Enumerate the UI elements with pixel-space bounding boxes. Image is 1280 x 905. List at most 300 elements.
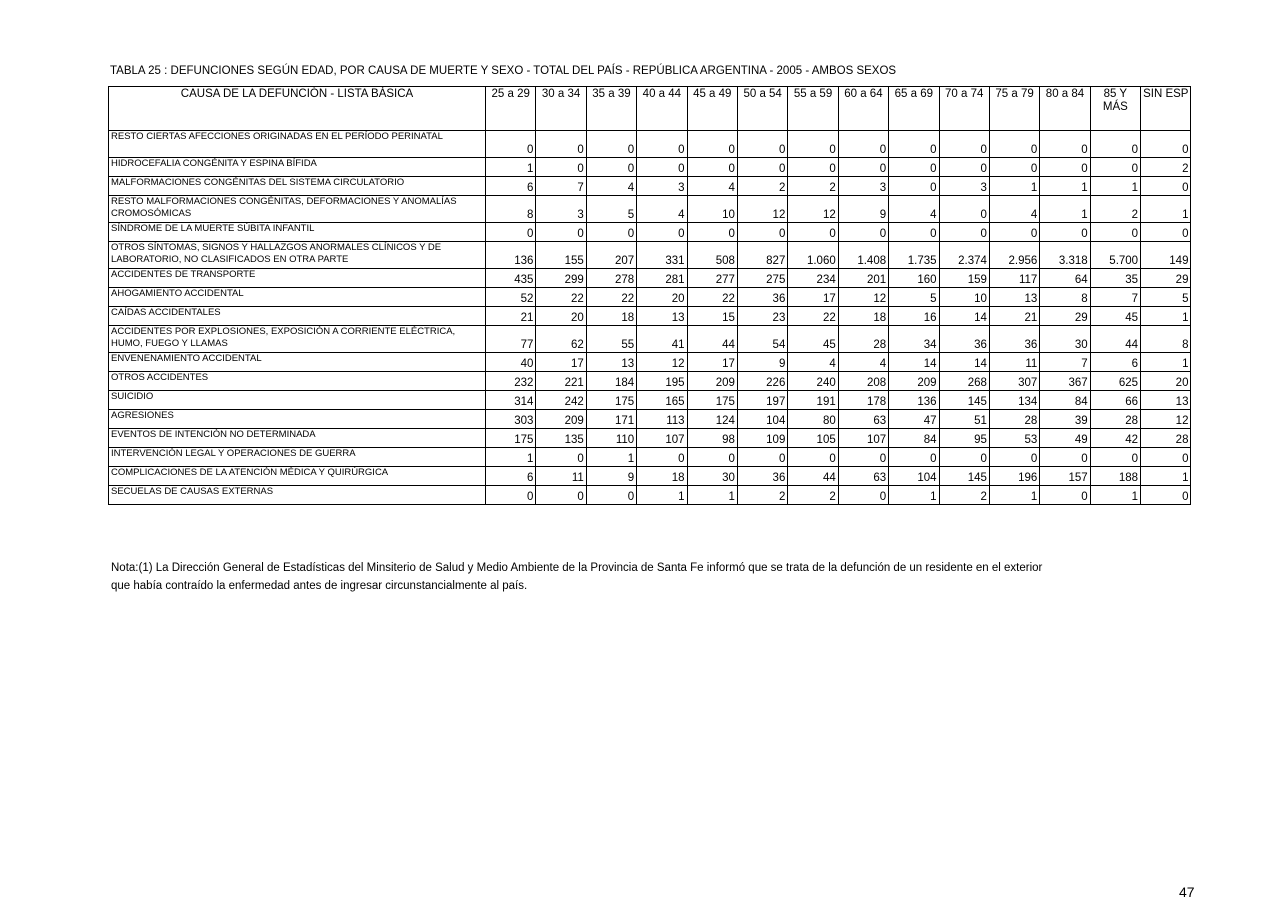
value-cell: 0 — [1090, 131, 1140, 158]
cause-cell: RESTO MALFORMACIONES CONGÉNITAS, DEFORMACIONES Y ANOMALÍAS CROMOSÓMICAS — [109, 196, 486, 223]
value-cell: 0 — [1040, 448, 1090, 467]
value-cell: 22 — [687, 288, 737, 307]
value-cell: 281 — [637, 269, 687, 288]
table-row — [109, 131, 1191, 158]
value-cell: 157 — [1040, 467, 1090, 486]
value-cell: 0 — [1141, 131, 1191, 158]
value-cell: 3 — [939, 177, 989, 196]
value-cell: 9 — [737, 353, 787, 372]
value-cell: 20 — [637, 288, 687, 307]
value-cell: 18 — [838, 307, 888, 326]
table-row — [109, 177, 1191, 196]
value-cell: 0 — [586, 158, 636, 177]
column-header: SIN ESP — [1141, 87, 1191, 131]
value-cell: 0 — [586, 223, 636, 242]
value-cell: 0 — [838, 131, 888, 158]
value-cell: 110 — [586, 429, 636, 448]
deaths-table — [108, 86, 1191, 505]
value-cell: 195 — [637, 372, 687, 391]
value-cell: 30 — [687, 467, 737, 486]
value-cell: 14 — [889, 353, 939, 372]
value-cell: 232 — [486, 372, 536, 391]
value-cell: 625 — [1090, 372, 1140, 391]
value-cell: 0 — [737, 448, 787, 467]
value-cell: 22 — [536, 288, 586, 307]
value-cell: 0 — [1090, 223, 1140, 242]
value-cell: 242 — [536, 391, 586, 410]
value-cell: 8 — [1040, 288, 1090, 307]
table-row — [109, 372, 1191, 391]
value-cell: 28 — [1090, 410, 1140, 429]
value-cell: 64 — [1040, 269, 1090, 288]
value-cell: 0 — [536, 223, 586, 242]
value-cell: 14 — [939, 353, 989, 372]
table-row — [109, 410, 1191, 429]
value-cell: 0 — [687, 223, 737, 242]
value-cell: 36 — [737, 288, 787, 307]
value-cell: 12 — [637, 353, 687, 372]
value-cell: 331 — [637, 242, 687, 269]
cause-cell: OTROS SÍNTOMAS, SIGNOS Y HALLAZGOS ANORMALES CLÍNICOS Y DE LABORATORIO, NO CLASIFICADOS EN OTRA PARTE — [109, 242, 486, 269]
cause-cell: INTERVENCIÓN LEGAL Y OPERACIONES DE GUERRA — [109, 448, 486, 467]
table-row — [109, 391, 1191, 410]
value-cell: 54 — [737, 326, 787, 353]
column-header: 50 a 54 — [737, 87, 787, 131]
value-cell: 16 — [889, 307, 939, 326]
value-cell: 7 — [536, 177, 586, 196]
value-cell: 1 — [989, 486, 1039, 505]
value-cell: 2 — [788, 177, 838, 196]
value-cell: 12 — [737, 196, 787, 223]
value-cell: 0 — [989, 158, 1039, 177]
value-cell: 105 — [788, 429, 838, 448]
cause-cell: ENVENENAMIENTO ACCIDENTAL — [109, 353, 486, 372]
value-cell: 268 — [939, 372, 989, 391]
value-cell: 1 — [1090, 177, 1140, 196]
value-cell: 44 — [788, 467, 838, 486]
value-cell: 0 — [989, 448, 1039, 467]
value-cell: 209 — [536, 410, 586, 429]
value-cell: 6 — [1090, 353, 1140, 372]
value-cell: 0 — [637, 223, 687, 242]
value-cell: 4 — [586, 177, 636, 196]
value-cell: 1 — [1090, 486, 1140, 505]
table-row — [109, 448, 1191, 467]
value-cell: 22 — [586, 288, 636, 307]
value-cell: 275 — [737, 269, 787, 288]
column-header: 65 a 69 — [889, 87, 939, 131]
page-number: 47 — [1179, 884, 1195, 900]
value-cell: 10 — [687, 196, 737, 223]
value-cell: 0 — [1141, 486, 1191, 505]
value-cell: 4 — [687, 177, 737, 196]
value-cell: 136 — [889, 391, 939, 410]
footnote-line-1: Nota:(1) La Dirección General de Estadísticas del Minsiterio de Salud y Medio Ambiente de la Provincia de Santa Fe informó que se trata de la defunción de un residente en el exterior — [111, 562, 1043, 574]
column-header: 25 a 29 — [486, 87, 536, 131]
value-cell: 1 — [1040, 196, 1090, 223]
value-cell: 0 — [1040, 158, 1090, 177]
value-cell: 1 — [687, 486, 737, 505]
value-cell: 21 — [989, 307, 1039, 326]
value-cell: 0 — [536, 486, 586, 505]
column-header: 55 a 59 — [788, 87, 838, 131]
value-cell: 1 — [1040, 177, 1090, 196]
value-cell: 7 — [1040, 353, 1090, 372]
value-cell: 184 — [586, 372, 636, 391]
value-cell: 0 — [939, 223, 989, 242]
value-cell: 208 — [838, 372, 888, 391]
value-cell: 1 — [1141, 307, 1191, 326]
value-cell: 2 — [737, 486, 787, 505]
value-cell: 196 — [989, 467, 1039, 486]
value-cell: 1 — [486, 448, 536, 467]
value-cell: 104 — [737, 410, 787, 429]
value-cell: 41 — [637, 326, 687, 353]
value-cell: 367 — [1040, 372, 1090, 391]
value-cell: 0 — [586, 486, 636, 505]
value-cell: 55 — [586, 326, 636, 353]
value-cell: 18 — [586, 307, 636, 326]
value-cell: 23 — [737, 307, 787, 326]
value-cell: 278 — [586, 269, 636, 288]
value-cell: 1 — [486, 158, 536, 177]
cause-column-header: CAUSA DE LA DEFUNCIÓN - LISTA BÁSICA — [109, 87, 486, 131]
value-cell: 226 — [737, 372, 787, 391]
value-cell: 3.318 — [1040, 242, 1090, 269]
value-cell: 36 — [939, 326, 989, 353]
column-header: 45 a 49 — [687, 87, 737, 131]
value-cell: 11 — [989, 353, 1039, 372]
value-cell: 165 — [637, 391, 687, 410]
value-cell: 201 — [838, 269, 888, 288]
value-cell: 14 — [939, 307, 989, 326]
table-row — [109, 429, 1191, 448]
value-cell: 0 — [838, 448, 888, 467]
value-cell: 0 — [1040, 131, 1090, 158]
value-cell: 2 — [1141, 158, 1191, 177]
value-cell: 0 — [1141, 223, 1191, 242]
value-cell: 20 — [536, 307, 586, 326]
value-cell: 0 — [889, 158, 939, 177]
value-cell: 0 — [838, 223, 888, 242]
value-cell: 0 — [788, 158, 838, 177]
value-cell: 2 — [737, 177, 787, 196]
column-header: 60 a 64 — [838, 87, 888, 131]
value-cell: 1 — [586, 448, 636, 467]
value-cell: 5.700 — [1090, 242, 1140, 269]
cause-cell: ACCIDENTES POR EXPLOSIONES, EXPOSICIÓN A CORRIENTE ELÉCTRICA, HUMO, FUEGO Y LLAMAS — [109, 326, 486, 353]
value-cell: 191 — [788, 391, 838, 410]
value-cell: 299 — [536, 269, 586, 288]
value-cell: 124 — [687, 410, 737, 429]
value-cell: 35 — [1090, 269, 1140, 288]
value-cell: 17 — [687, 353, 737, 372]
value-cell: 113 — [637, 410, 687, 429]
value-cell: 29 — [1040, 307, 1090, 326]
value-cell: 4 — [637, 196, 687, 223]
table-row — [109, 467, 1191, 486]
value-cell: 13 — [637, 307, 687, 326]
value-cell: 171 — [586, 410, 636, 429]
value-cell: 0 — [1090, 158, 1140, 177]
value-cell: 0 — [687, 448, 737, 467]
value-cell: 2 — [939, 486, 989, 505]
value-cell: 36 — [737, 467, 787, 486]
value-cell: 52 — [486, 288, 536, 307]
value-cell: 10 — [939, 288, 989, 307]
value-cell: 6 — [486, 467, 536, 486]
value-cell: 303 — [486, 410, 536, 429]
value-cell: 0 — [889, 177, 939, 196]
value-cell: 17 — [788, 288, 838, 307]
value-cell: 12 — [788, 196, 838, 223]
cause-cell: EVENTOS DE INTENCIÓN NO DETERMINADA — [109, 429, 486, 448]
value-cell: 0 — [486, 486, 536, 505]
value-cell: 45 — [1090, 307, 1140, 326]
value-cell: 42 — [1090, 429, 1140, 448]
cause-cell: RESTO CIERTAS AFECCIONES ORIGINADAS EN EL PERÍODO PERINATAL — [109, 131, 486, 158]
value-cell: 0 — [939, 158, 989, 177]
value-cell: 104 — [889, 467, 939, 486]
value-cell: 307 — [989, 372, 1039, 391]
value-cell: 2.374 — [939, 242, 989, 269]
value-cell: 9 — [838, 196, 888, 223]
value-cell: 1 — [1141, 467, 1191, 486]
value-cell: 47 — [889, 410, 939, 429]
column-header: 75 a 79 — [989, 87, 1039, 131]
value-cell: 0 — [687, 158, 737, 177]
value-cell: 2 — [788, 486, 838, 505]
value-cell: 7 — [1090, 288, 1140, 307]
value-cell: 5 — [1141, 288, 1191, 307]
value-cell: 12 — [1141, 410, 1191, 429]
value-cell: 207 — [586, 242, 636, 269]
column-header: 35 a 39 — [586, 87, 636, 131]
value-cell: 4 — [989, 196, 1039, 223]
value-cell: 149 — [1141, 242, 1191, 269]
cause-cell: HIDROCEFALIA CONGÉNITA Y ESPINA BÍFIDA — [109, 158, 486, 177]
value-cell: 39 — [1040, 410, 1090, 429]
value-cell: 1.735 — [889, 242, 939, 269]
value-cell: 135 — [536, 429, 586, 448]
value-cell: 4 — [889, 196, 939, 223]
value-cell: 4 — [838, 353, 888, 372]
value-cell: 20 — [1141, 372, 1191, 391]
value-cell: 0 — [737, 158, 787, 177]
value-cell: 1 — [1141, 196, 1191, 223]
value-cell: 175 — [486, 429, 536, 448]
value-cell: 15 — [687, 307, 737, 326]
value-cell: 28 — [1141, 429, 1191, 448]
value-cell: 145 — [939, 467, 989, 486]
value-cell: 66 — [1090, 391, 1140, 410]
value-cell: 1 — [637, 486, 687, 505]
table-row — [109, 223, 1191, 242]
value-cell: 62 — [536, 326, 586, 353]
value-cell: 17 — [536, 353, 586, 372]
value-cell: 155 — [536, 242, 586, 269]
cause-cell: ACCIDENTES DE TRANSPORTE — [109, 269, 486, 288]
cause-cell: OTROS ACCIDENTES — [109, 372, 486, 391]
value-cell: 197 — [737, 391, 787, 410]
value-cell: 508 — [687, 242, 737, 269]
column-header: 80 a 84 — [1040, 87, 1090, 131]
value-cell: 209 — [687, 372, 737, 391]
column-header: 85 Y MÁS — [1090, 87, 1140, 131]
value-cell: 0 — [939, 196, 989, 223]
value-cell: 0 — [737, 223, 787, 242]
value-cell: 827 — [737, 242, 787, 269]
value-cell: 277 — [687, 269, 737, 288]
value-cell: 435 — [486, 269, 536, 288]
value-cell: 0 — [788, 223, 838, 242]
value-cell: 1 — [889, 486, 939, 505]
table-row — [109, 158, 1191, 177]
table-row — [109, 486, 1191, 505]
column-header: 40 a 44 — [637, 87, 687, 131]
value-cell: 13 — [1141, 391, 1191, 410]
value-cell: 314 — [486, 391, 536, 410]
value-cell: 28 — [989, 410, 1039, 429]
value-cell: 0 — [1040, 223, 1090, 242]
value-cell: 53 — [989, 429, 1039, 448]
value-cell: 0 — [536, 131, 586, 158]
value-cell: 4 — [788, 353, 838, 372]
value-cell: 159 — [939, 269, 989, 288]
value-cell: 175 — [687, 391, 737, 410]
value-cell: 30 — [1040, 326, 1090, 353]
table-row — [109, 242, 1191, 269]
value-cell: 1.408 — [838, 242, 888, 269]
value-cell: 5 — [889, 288, 939, 307]
value-cell: 209 — [889, 372, 939, 391]
table-row — [109, 353, 1191, 372]
value-cell: 3 — [536, 196, 586, 223]
cause-cell: SECUELAS DE CAUSAS EXTERNAS — [109, 486, 486, 505]
value-cell: 0 — [637, 158, 687, 177]
value-cell: 44 — [1090, 326, 1140, 353]
value-cell: 0 — [536, 448, 586, 467]
value-cell: 9 — [586, 467, 636, 486]
value-cell: 84 — [889, 429, 939, 448]
value-cell: 188 — [1090, 467, 1140, 486]
value-cell: 13 — [586, 353, 636, 372]
cause-cell: COMPLICACIONES DE LA ATENCIÓN MÉDICA Y QUIRÚRGICA — [109, 467, 486, 486]
table-row — [109, 307, 1191, 326]
value-cell: 28 — [838, 326, 888, 353]
value-cell: 0 — [737, 131, 787, 158]
value-cell: 0 — [1040, 486, 1090, 505]
value-cell: 3 — [838, 177, 888, 196]
table-row — [109, 288, 1191, 307]
value-cell: 0 — [637, 448, 687, 467]
cause-cell: MALFORMACIONES CONGÉNITAS DEL SISTEMA CIRCULATORIO — [109, 177, 486, 196]
value-cell: 0 — [939, 448, 989, 467]
value-cell: 51 — [939, 410, 989, 429]
value-cell: 134 — [989, 391, 1039, 410]
value-cell: 0 — [889, 223, 939, 242]
value-cell: 0 — [586, 131, 636, 158]
value-cell: 12 — [838, 288, 888, 307]
value-cell: 107 — [637, 429, 687, 448]
table-row — [109, 326, 1191, 353]
cause-cell: SÍNDROME DE LA MUERTE SÚBITA INFANTIL — [109, 223, 486, 242]
value-cell: 95 — [939, 429, 989, 448]
value-cell: 80 — [788, 410, 838, 429]
value-cell: 21 — [486, 307, 536, 326]
value-cell: 175 — [586, 391, 636, 410]
value-cell: 221 — [536, 372, 586, 391]
value-cell: 40 — [486, 353, 536, 372]
value-cell: 0 — [637, 131, 687, 158]
value-cell: 77 — [486, 326, 536, 353]
value-cell: 45 — [788, 326, 838, 353]
value-cell: 1.060 — [788, 242, 838, 269]
footnote-line-2: que había contraído la enfermedad antes de ingresar circunstancialmente al país. — [111, 580, 528, 592]
table-title: TABLA 25 : DEFUNCIONES SEGÚN EDAD, POR CAUSA DE MUERTE Y SEXO - TOTAL DEL PAÍS - REPÚBLICA ARGENTINA - 2005 - AMBOS SEXOS — [110, 65, 897, 77]
value-cell: 5 — [586, 196, 636, 223]
table-row — [109, 269, 1191, 288]
value-cell: 0 — [788, 448, 838, 467]
value-cell: 29 — [1141, 269, 1191, 288]
value-cell: 240 — [788, 372, 838, 391]
value-cell: 0 — [788, 131, 838, 158]
value-cell: 2.956 — [989, 242, 1039, 269]
value-cell: 22 — [788, 307, 838, 326]
value-cell: 8 — [1141, 326, 1191, 353]
value-cell: 0 — [838, 486, 888, 505]
value-cell: 0 — [486, 223, 536, 242]
value-cell: 36 — [989, 326, 1039, 353]
column-header: 30 a 34 — [536, 87, 586, 131]
value-cell: 0 — [989, 223, 1039, 242]
table-header-row — [109, 87, 1191, 131]
value-cell: 0 — [939, 131, 989, 158]
column-header: 70 a 74 — [939, 87, 989, 131]
value-cell: 107 — [838, 429, 888, 448]
value-cell: 234 — [788, 269, 838, 288]
value-cell: 34 — [889, 326, 939, 353]
value-cell: 109 — [737, 429, 787, 448]
value-cell: 63 — [838, 467, 888, 486]
value-cell: 0 — [889, 448, 939, 467]
value-cell: 160 — [889, 269, 939, 288]
footnote — [111, 559, 1171, 595]
value-cell: 11 — [536, 467, 586, 486]
value-cell: 0 — [1141, 448, 1191, 467]
value-cell: 1 — [1141, 353, 1191, 372]
value-cell: 1 — [989, 177, 1039, 196]
value-cell: 0 — [1141, 177, 1191, 196]
value-cell: 63 — [838, 410, 888, 429]
value-cell: 84 — [1040, 391, 1090, 410]
value-cell: 0 — [536, 158, 586, 177]
value-cell: 13 — [989, 288, 1039, 307]
value-cell: 2 — [1090, 196, 1140, 223]
value-cell: 98 — [687, 429, 737, 448]
value-cell: 8 — [486, 196, 536, 223]
value-cell: 136 — [486, 242, 536, 269]
cause-cell: SUICIDIO — [109, 391, 486, 410]
value-cell: 3 — [637, 177, 687, 196]
value-cell: 0 — [838, 158, 888, 177]
value-cell: 0 — [1090, 448, 1140, 467]
value-cell: 44 — [687, 326, 737, 353]
cause-cell: AGRESIONES — [109, 410, 486, 429]
cause-cell: CAÍDAS ACCIDENTALES — [109, 307, 486, 326]
value-cell: 0 — [486, 131, 536, 158]
cause-cell: AHOGAMIENTO ACCIDENTAL — [109, 288, 486, 307]
